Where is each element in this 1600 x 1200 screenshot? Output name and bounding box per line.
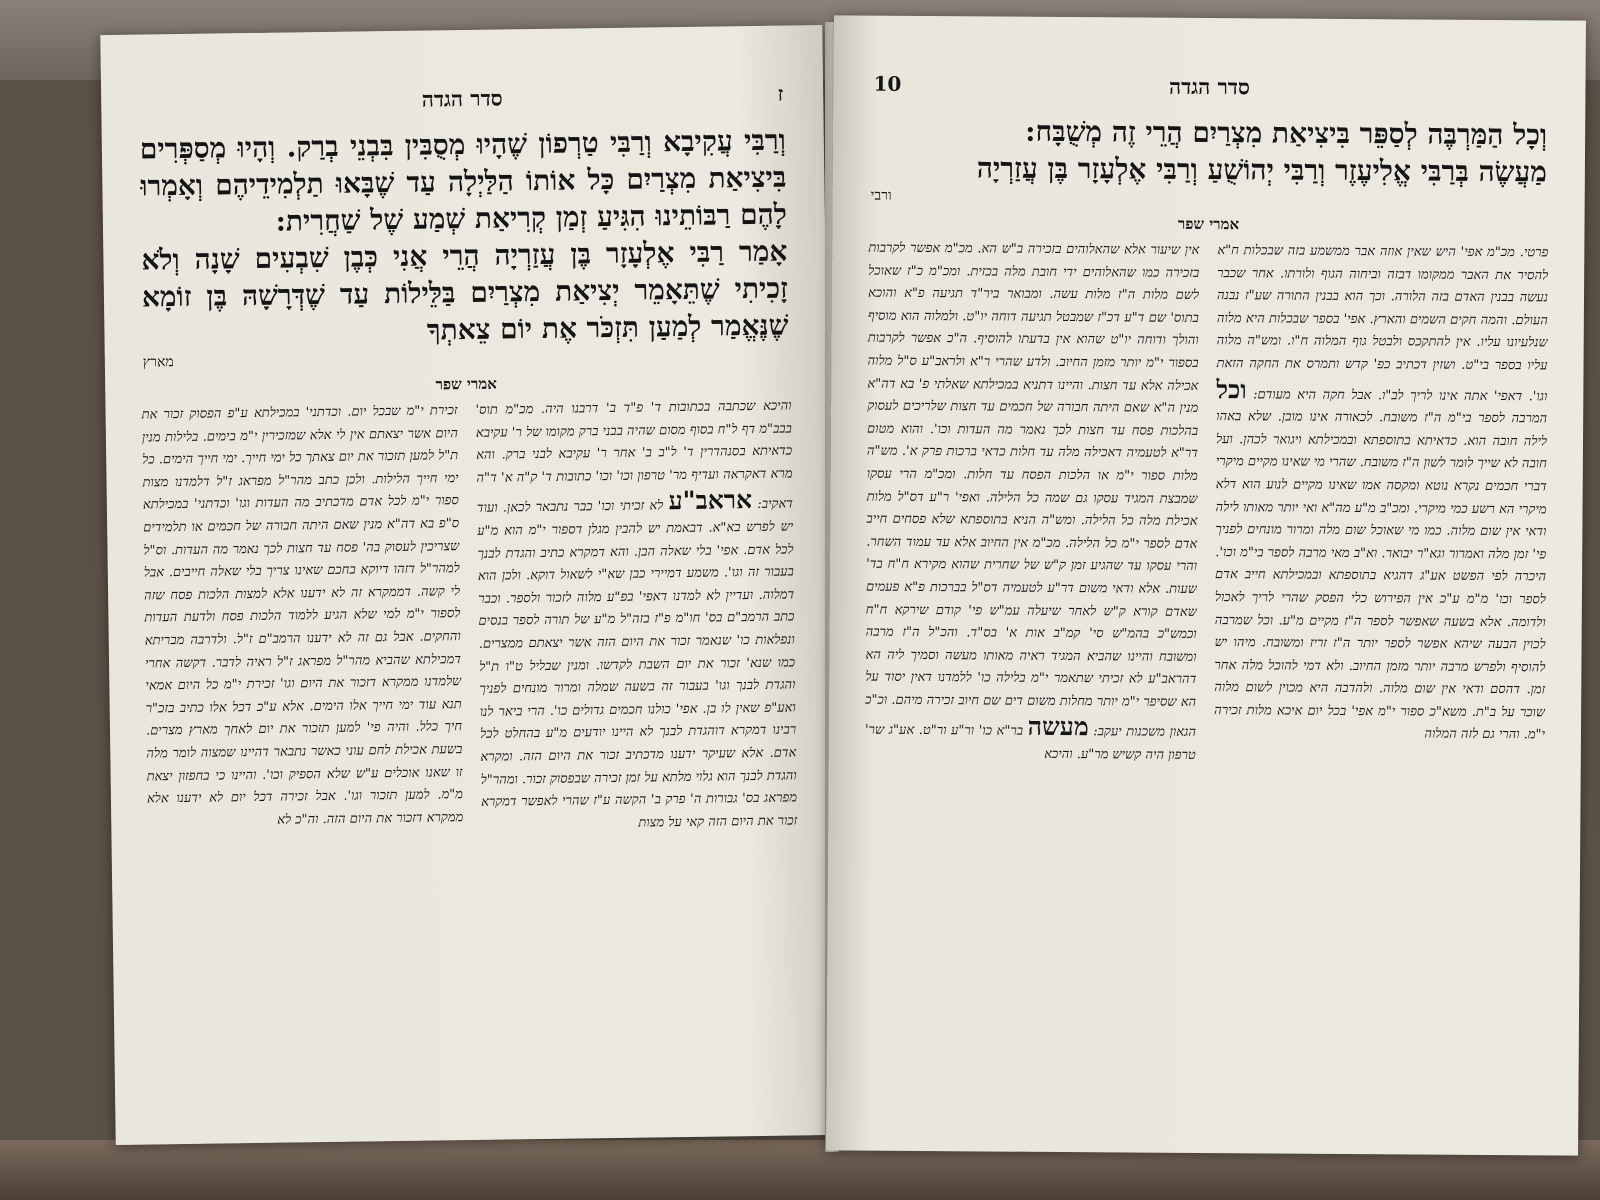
commentary-column-left xyxy=(865,238,1200,768)
right-page xyxy=(826,15,1586,1155)
right-page-number: 10 xyxy=(873,71,902,96)
main-paragraph: מַעֲשֶׂה בְּרַבִּי אֱלִיעֶזֶר וְרַבִּי יְהוֹשֻׁעַ וְרַבִּי אֶלְעָזָר בֶּן עֲזַרְיָה xyxy=(976,151,1548,189)
commentary-column-right xyxy=(1214,240,1549,770)
left-page xyxy=(100,25,837,1145)
commentary-lead-word: מעשה xyxy=(1027,712,1089,742)
commentary-title: אמרי שפר xyxy=(1177,214,1240,234)
catchword: ורבי xyxy=(870,187,892,204)
commentary-title: אמרי שפר xyxy=(435,374,497,394)
commentary-columns xyxy=(865,238,1549,770)
open-book xyxy=(96,18,1596,1168)
left-running-head xyxy=(141,72,784,131)
commentary-column-right xyxy=(475,395,797,837)
right-main-text xyxy=(871,112,1548,191)
commentary-text: פרטי. מכ"מ אפי' היש שאין אוזה אבר ממשמע בזה שבכלות ח"א להסיר את האבר ממקומו דבזה וביחוה הגוף ולורתו. אחר שכבר נעשה בבנין האדם בזה הלורה. וכך הוא בבנין התורה שע"ז נבנה העולם. והמה חקים השמים והארץ. אפי' בספר שבכלות היא מלוה שנלעיונו עליו. אין להתקכס ולבטל גוף המלוה ח"ו. ומש"ה מלוה עליו בספר בי"ט. ושזין דכתיב כפ' קדש ותמרס את החקה הזאת וגו'. דאפי' אתה אינו לריך לב"ו. אבל חקה היא מעודם: xyxy=(1216,243,1549,404)
commentary-columns xyxy=(141,395,797,841)
commentary-text: זכירת י"מ שבכל יום. וכדתני' במכילתא ע"פ הפסוק זכור את היום אשר יצאתם אין לי אלא שמזכירין י"מ בימים. בלילות מנין ת"ל למען תזכור את יום צאתך כל ימי חייך. ימי חייך הימים. כל ימי חייך הלילות. ולכן כתב מהר"ל מפראג ז"ל דלמדנו מצות ספור י"מ לכל אדם מדכתיב מה העדות וגו' וכדתני' במכילתא ס"פ בא דה"א מנין שאם היתה חבורה של חכמים או תלמידים שצריכין לעסוק בה' פסח עד חצות לכך נאמר מה העדות. וס"ל למהר"ל דזהו דיוקא בחכם שאינו צריך בלי שאלה חייבים. אבל לי קשה. דממקרא זה לא ידענו אלא למצות הלכות פסח שזה לספור י"מ למי שלא הגיע ללמוד הלכות פסח ולדעת העדות והחקים. אבל גם זה לא ידענו הרמב"ם ז"ל. ולדרבה מבריתא דמכילתא שהביא מהר"ל מפראג ז"ל ראיה לדבר. דקשה אחרי שלמדנו ממקרא דזכור את היום וגו' זכירת י"מ כל היום אמאי תנא עוד ימי חייך אלו הימים. אלא ע"כ דכל אלו כתיב בזכ"ר חיך כלל. והיה פי' למען תזכור את יום לאחך מארץ מצרים. בשעת אכילת לחם עוני כאשר נתבאר דהיינו שמצוה לומר מלה זו שאנו אוכלים ע"ש שלא הספיק וכו'. והיינו כי בחפזון יצאת מ"מ. למען תזכור וגו'. אבל זכירה דכל יום לא ידענו אלא ממקרא דזכור את היום הזה. וה"כ לא xyxy=(141,403,464,828)
right-running-head xyxy=(873,62,1545,117)
left-page-number: ז xyxy=(777,81,784,106)
commentary-column-left xyxy=(141,400,463,842)
main-paragraph: אָמַר רַבִּי אֶלְעָזָר בֶּן עֲזַרְיָה הֲרֵי אֲנִי כְּבֶן שִׁבְעִים שָׁנָה וְלֹא זָכִיתִי שֶׁתֵּאָמֵר יְצִיאַת מִצְרַיִם בַּלֵּילוֹת עַד שֶׁדְּרָשָׁהּ בֶּן זוֹמָא שֶׁנֶּאֱמַר לְמַעַן תִּזְכֹּר אֶת יוֹם צֵאתְךָ xyxy=(141,234,789,347)
commentary-text: לא זכיתי וכו' כבר נתבאר לכאן. ועוד יש לפרש בא"א. דבאמת יש להבין מגלן דספור י"מ הוא מ"ע לכל אדם. אפי' בלי שאלה הבן. והא דמקרא כתיב והגדת לבנך בעבור זה וגו'. משמע דמיירי כבן שא"י לשאול דוקא. ולכן הוא דמלוה. ועדיין לא למדנו דאפי' בפ"ע מלוה לזכור ולספר. וכבר כתב הרמב"ם בס' חו"מ פ"ז בזה"ל מ"ע של תורה לספר בנסים ונפלאות כו' שנאמר זכור את היום הזה אשר יצאתם ממצרים. כמו שנא' זכור את יום השבת לקדשו. ומנין שבליל ט"ו ת"ל והגדת לבנך וגו' בעבור זה בשעה שמלה ומרור מונחים לפניך ואע"פ שאין לו בן. אפי' כולנו חכמים גדולים כו'. הרי ביאר לנו רבינו דמקרא דוהגדת לבנך לא היינו יודעים מ"ע בהחלט לכל אדם. אלא שעיקר ידענו מדכתיב זכור את היום הזה. ומקרא והגדת לבנך הוא גלוי מלתא על זמן זכירה שבפסוק זכור. ומהר"ל מפראג בס' גבורות ה' פרק ב' הקשה ע"ז שהרי לאפשר דמקרא זכור את היום הזה קאי על מצות xyxy=(476,498,798,831)
left-main-text xyxy=(140,122,789,353)
catchword: מארץ xyxy=(142,354,174,371)
main-paragraph: וְרַבִּי עֲקִיבָא וְרַבִּי טַרְפוֹן שֶׁהָיוּ מְסֻבִּין בִּבְנֵי בְרַק. וְהָיוּ מְסַפְּרִים בִּיצִיאַת מִצְרַיִם כָּל אוֹתוֹ הַלַּיְלָה עַד שֶׁבָּאוּ תַלְמִידֵיהֶם וְאָמְרוּ לָהֶם רַבּוֹתֵינוּ הִגִּיעַ זְמַן קְרִיאַת שְׁמַע שֶׁל שַׁחֲרִית: xyxy=(139,123,788,238)
commentary-text: אין שיעור אלא שהאלוהים בזכירה ב"ש הא. מכ"מ אפשר לקרבות בזכירה כמו שהאלוהים ידי חובת מלה בכזית. ומכ"מ כ"ז שאוכל לשם מלות ה"ז מלות עשה. ומבואר ביר"ד תגיעה פ"א והוכא בתוס' שם ד"ע דכ"ז שמבטל תגיעה דוחה יו"ט. ולמלוה הוא מוסיף והולך ודוחה יו"ט שהוא אין בדעתו להוסיף. ה"כ אפשר לקרבות בספור י"מ יותר מזמן החיוב. ולדע שהרי ר"א ולראב"ע ס"ל מלוה אכילה אלא עד חצות. והיינו דתניא במכילתא שאלתי פ' בא דה"א מנין ה"א שאם היתה חבורה של חכמים עד חצות שלריכים לעסוק בהלכות פסח עד חצות לכך נאמר מה העדות וכו'. והוא מטום דר"א לטעמיה דאכילה מלה עד חלות כדאי ברכות פרק א'. מש"ה מלות ספור י"מ או הלכות הפסח עד חלות. ומכ"מ הרי עסקו שמבצת המגיד עסקו גם שמה כל הלילה. ואפי' ר"ע דס"ל מלות אכילת מלה כל הלילה. ומש"ה הניא בתוספתא שלא פסחים חייב אדם לספר י"מ כל הלילה. מכ"מ אין החיוב אלא עד עמוד השחר. והרי עסקו עד שהגיע זמן ק"ש של שחרית שהוא מקירא ח"ח בד' שעות. אלא ודאי משום דר"ע לטעמיה דס"ל בברכות פ"א פעמים שאדם קורא ק"ש לאחר שיעלה עמ"ש פי' קודם שירקא ח"ח וכמש"כ בהמ"ש סי' קמ"ב אות א' בס"ד. והכ"ל ה"ז מרבה ומשובח והיינו שהביא המגיד ראיה מאותו מעשה וסמיך ליה הא דהראב"ע לא זכיתי שתאמר י"מ בלילה כו' ללמדנו דאין יסוד על הא שסיפר י"מ יותר מחלות משום דים שם חיוב זכירה מיהם. וכ"כ הגאון משכנות יעקב: xyxy=(865,240,1200,741)
commentary-lead-word: אראב"ע xyxy=(668,485,753,516)
commentary-text: והיכא שכתבה בכתובות ד' פ"ד ב' דרבנו היה. מכ"מ תוס' בבב"מ דף ל"ח בסוף מסום שהיה בבני ברק מקומו של ר' עקיבא כדאיתא בסנהדרין ד' ל"ב ב' אחר ר' עקיבא לבני ברק. והא מרא דאקראה ועדיף מר' טרפון וכו' וכו' כתובות ד' ק"ה א' ד"ה דאקיב: xyxy=(475,398,794,513)
commentary-text: המרבה לספר בי"מ ה"ז משובח. לכאורה אינו מובן. שלא באהו לילה חובה הוא. כדאיתא בתוספתא ובמכילתא ויגואר לכהן. ועל חובה לא שייך לומר לשון ה"ז משובח. שהרי מי שאינו מקיים מיקרי דברי חכמים נקרא נוטא ומקסה אמו שאינו מקיים לנוע הוא דלא מיקרי הא רשע כמי מיקרי. ומכ"ב מ"ע מה"א ואי יותר מאותו לילה ודאי אין שום מלוה. כמו מי שאוכל שום מלה ומרור מונחים לפניך פי' זמן מלה ואמרור וגא"ר יבואר. וא"ב מאי מרבה לספר בי"מ וכו'. היכרה לפי הפשט אע"ג דהגיא בתוספתא ובמכילתא חייב אדם לספר וכו' מ"מ ע"כ אין הפירוש כלי הפסק שהרי לריך לאכול ולדומה. אלא בשעה שאפשר לספר ה"ז מקיים מ"ע. וכל שמרבה לכוין הבעה שיהא אפשר לספר יותר ה"ז זריז ומשובח. מיהו יש להוסיף ולפרש מרבה יותר מזמן החיוב. ולא דמי להוכל מלה אחר זמן. דהסם ודאי אין שום מלוה. ולהדבה היא מכוין לשום מלוה שוכר על ב"ת. משא"כ ספור י"מ אפי' בכל יום איכא מלות זכירה י"מ. והרי גם לזה המלוה xyxy=(1214,409,1548,743)
commentary-lead-word: וכל xyxy=(1216,374,1247,404)
commentary-text: בר"א כו' ור"ע ור"ט. אע"ג שר' טרפון היה קשיש מר"ע. והיכא xyxy=(864,723,1196,763)
left-running-title: סדר הגדה xyxy=(421,85,503,112)
main-paragraph: וְכָל הַמַּרְבֶּה לְסַפֵּר בִּיצִיאַת מִצְרַיִם הֲרֵי זֶה מְשֻׁבָּח: xyxy=(1025,114,1548,152)
right-running-title: סדר הגדה xyxy=(1168,73,1251,100)
